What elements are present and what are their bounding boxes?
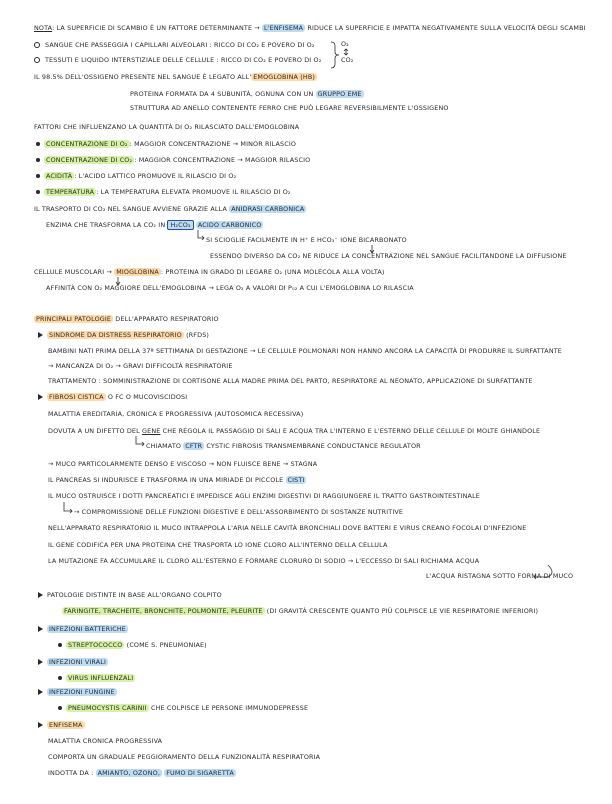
anidrasi-highlight: ANIDRASI CARBONICA xyxy=(231,205,305,213)
fc-line-6: IL MUCO OSTRUISCE I DOTTI PANCREATICI E IMPEDISCE AGLI ENZIMI DIGESTIVI DI RAGGIUNGERE IL TRATTO GASTROINTESTINALE xyxy=(48,492,480,500)
curve-arrow-icon xyxy=(534,565,552,577)
scioglie-line: SI SCIOGLIE FACILMENTE IN H⁺ E HCO₃⁻ IONE BICARBONATO xyxy=(206,236,407,244)
fattore-name: ACIDITÀ xyxy=(46,172,73,180)
o2-label: O₂ xyxy=(341,40,349,48)
fc-line-4: → MUCO PARTICOLARMENTE DENSO E VISCOSO → NON FLUISCE BENE → STAGNA xyxy=(48,460,318,468)
fattore-name: CONCENTRAZIONE DI CO₂ xyxy=(46,156,133,164)
infezione-title: INFEZIONI FUNGINE xyxy=(49,688,115,696)
enfisema-title: ENFISEMA xyxy=(49,721,83,729)
fattore-text: : L'ACIDO LATTICO PROMUOVE IL RILASCIO DI O₂ xyxy=(74,172,237,180)
fc-line-5-pre: IL PANCREAS SI INDURISCE E TRASFORMA IN UNA MIRIADE DI PICCOLE xyxy=(48,476,284,484)
cause-highlight-1: AMIANTO, OZONO, xyxy=(97,769,161,777)
sangue-text: SANGUE CHE PASSEGGIA I CAPILLARI ALVEOLARI : RICCO DI CO₂ E POVERO DI O₂ xyxy=(45,41,315,49)
infezione-title: INFEZIONI VIRALI xyxy=(49,658,107,666)
rds-line-1: BAMBINI NATI PRIMA DELLA 37ª SETTIMANA DI GESTAZIONE → LE CELLULE POLMONARI NON HANNO ANCORA LA CAPACITÀ DI PRODURRE IL SURFATTANTE xyxy=(48,347,562,355)
nota-end: RIDUCE LA SUPERFICIE E IMPATTA NEGATIVAMENTE SULLA VELOCITÀ DEGLI SCAMBI xyxy=(307,24,586,32)
gruppo-eme-highlight: GRUPPO EME xyxy=(317,90,362,98)
fc-line-1: MALATTIA EREDITARIA, CRONICA E PROGRESSIVA (AUTOSOMICA RECESSIVA) xyxy=(48,410,304,418)
tessuti-text: TESSUTI E LIQUIDO INTERSTIZIALE DELLE CELLULE : RICCO DI CO₂ E POVERO DI O₂ xyxy=(45,56,322,64)
emoglobina-highlight: EMOGLOBINA (HB) xyxy=(253,73,316,81)
enzima-text: ENZIMA CHE TRASFORMA LA CO₂ IN xyxy=(46,221,166,229)
enfisema-line-1: MALATTIA CRONICA PROGRESSIVA xyxy=(48,737,163,745)
fc-line-7: → COMPROMISSIONE DELLE FUNZIONI DIGESTIVE E DELL'ASSORBIMENTO DI SOSTANZE NUTRITIVE xyxy=(74,508,404,516)
fc-line-11: L'ACQUA RISTAGNA SOTTO FORMA DI MUCO xyxy=(426,572,574,580)
enfisema-line-2: COMPORTA UN GRADUALE PEGGIORAMENTO DELLA FUNZIONALITÀ RESPIRATORIA xyxy=(48,753,321,761)
mioglobina-desc: : PROTEINA IN GRADO DI LEGARE O₂ (UNA MOLECOLA ALLA VOLTA) xyxy=(160,268,385,276)
affinita-line: AFFINITÀ CON O₂ MAGGIORE DELL'EMOGLOBINA → LEGA O₂ A VALORI DI P₀₂ A CUI L'EMOGLOBINA LO RILASCIA xyxy=(46,284,414,292)
nota-label: NOTA xyxy=(34,24,53,32)
rds-abbrev: (RFDS) xyxy=(186,331,210,339)
nota-text: : LA SUPERFICIE DI SCAMBIO È UN FATTORE DETERMINANTE → xyxy=(52,24,260,32)
fattori-title: FATTORI CHE INFLUENZANO LA QUANTITÀ DI O₂ RILASCIATO DALL'EMOGLOBINA xyxy=(34,123,300,131)
cellule-text: CELLULE MUSCOLARI → xyxy=(34,268,112,276)
proteina-text: PROTEINA FORMATA DA 4 SUBUNITÀ, OGNUNA CON UN xyxy=(130,90,314,98)
brace-icon xyxy=(331,42,339,68)
h2co3-box: H₂CO₃ xyxy=(167,220,193,230)
infezione-agent: VIRUS INFLUENZALI xyxy=(68,674,134,682)
fc-line-3-pre: CHIAMATO xyxy=(146,442,182,450)
cftr-highlight: CFTR xyxy=(185,442,203,450)
fc-line-8: NELL'APPARATO RESPIRATORIO IL MUCO INTRAPPOLA L'ARIA NELLE CAVITÀ BRONCHIALI DOVE BATTERI E VIRUS CREANO FOCOLAI D'INFEZIONE xyxy=(48,524,527,532)
infezione-title: INFEZIONI BATTERICHE xyxy=(49,625,126,633)
fattore-name: TEMPERATURA xyxy=(46,188,95,196)
fc-line-10: LA MUTAZIONE FA ACCUMULARE IL CLORO ALL'ESTERNO E FORMARE CLORURO DI SODIO → L'ECCESSO DI SALI RICHIAMA ACQUA xyxy=(48,557,480,565)
co2-label: CO₂ xyxy=(341,56,354,64)
infezione-agent: STREPTOCOCCO xyxy=(68,641,123,649)
acido-carbonico-highlight: ACIDO CARBONICO xyxy=(197,221,262,229)
fc-line-2-post: CHE REGOLA IL PASSAGGIO DI SALI E ACQUA TRA L'INTERNO E L'ESTERNO DELLE CELLULE DI MOLTE GHIANDOLE xyxy=(162,427,541,435)
essendo-line: ESSENDO DIVERSO DA CO₂ NE RIDUCE LA CONCENTRAZIONE NEL SANGUE FACILITANDONE LA DIFFUSIONE xyxy=(210,252,567,260)
gene-underlined: GENE xyxy=(142,427,161,435)
organo-list-note: (DI GRAVITÀ CRESCENTE QUANTO PIÙ COLPISCE LE VIE RESPIRATORIE INFERIORI) xyxy=(266,607,539,615)
fattore-name: CONCENTRAZIONE DI O₂ xyxy=(46,140,128,148)
infezione-agent: PNEUMOCYSTIS CARINII xyxy=(68,704,147,712)
fc-line-2-pre: DOVUTA A UN DIFETTO DEL xyxy=(48,427,140,435)
fattore-text: : LA TEMPERATURA ELEVATA PROMUOVE IL RILASCIO DI O₂ xyxy=(96,188,291,196)
fc-highlight: FIBROSI CISTICA xyxy=(49,393,104,401)
mioglobina-highlight: MIOGLOBINA xyxy=(116,268,159,276)
rds-highlight: SINDROME DA DISTRESS RESPIRATORIO xyxy=(49,331,182,339)
rds-line-3: TRATTAMENTO : SOMMINISTRAZIONE DI CORTISONE ALLA MADRE PRIMA DEL PARTO, RESPIRATORE AL NEONATO, APPLICAZIONE DI SURFATTANTE xyxy=(48,377,533,385)
infezione-note: CHE COLPISCE LE PERSONE IMMUNODEPRESSE xyxy=(150,704,309,712)
rds-line-2: → MANCANZA DI O₂ → GRAVI DIFFICOLTÀ RESPIRATORIE xyxy=(48,362,233,370)
fc-aliases: O FC O MUCOVISCIDOSI xyxy=(107,393,188,401)
cisti-highlight: CISTI xyxy=(287,476,305,484)
struttura-line: STRUTTURA AD ANELLO CONTENENTE FERRO CHE PUÒ LEGARE REVERSIBILMENTE L'OSSIGENO xyxy=(130,104,449,112)
trasporto-text: IL TRASPORTO DI CO₂ NEL SANGUE AVVIENE GRAZIE ALLA xyxy=(34,205,227,213)
hb-text: IL 98.5% DELL'OSSIGENO PRESENTE NEL SANGUE È LEGATO ALL' xyxy=(34,73,252,81)
enfisema-highlight: L'ENFISEMA xyxy=(264,24,304,32)
fattore-text: : MAGGIOR CONCENTRAZIONE → MAGGIOR RILASCIO xyxy=(134,156,311,164)
cause-highlight-2: FUMO DI SIGARETTA xyxy=(166,769,234,777)
patologie-highlight: PRINCIPALI PATOLOGIE xyxy=(36,315,112,323)
fc-line-3-post: CYSTIC FIBROSIS TRANSMEMBRANE CONDUCTANCE REGULATOR xyxy=(206,442,421,450)
fc-line-9: IL GENE CODIFICA PER UNA PROTEINA CHE TRASPORTA LO IONE CLORO ALL'INTERNO DELLA CELLULA xyxy=(48,541,388,549)
enfisema-cause-label: INDOTTA DA : xyxy=(48,769,94,777)
organo-list-highlight: FARINGITE, TRACHEITE, BRONCHITE, POLMONITE, PLEURITE xyxy=(64,607,263,615)
fattore-text: : MAGGIOR CONCENTRAZIONE → MINOR RILASCIO xyxy=(129,140,297,148)
patologie-title-rest: DELL'APPARATO RESPIRATORIO xyxy=(115,315,219,323)
infezione-note: (COME S. PNEUMONIAE) xyxy=(126,641,207,649)
organo-title-text: PATOLOGIE DISTINTE IN BASE ALL'ORGANO COLPITO xyxy=(47,591,222,599)
